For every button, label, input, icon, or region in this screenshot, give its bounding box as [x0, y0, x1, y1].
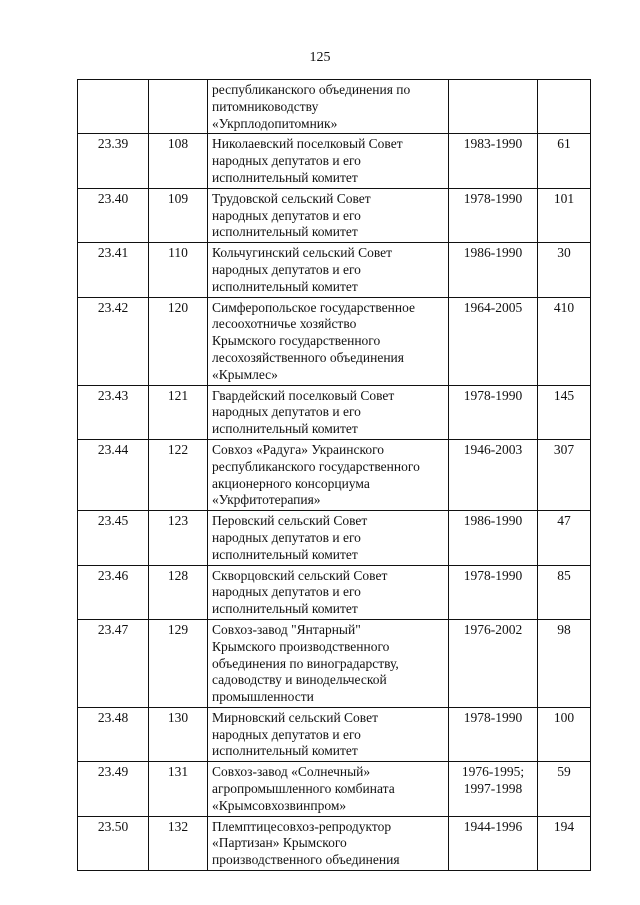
- fund-name-line: «Крымлес»: [212, 366, 278, 382]
- table-row: [78, 297, 591, 385]
- table-row: [78, 243, 591, 297]
- section-number-cell: 23.50: [78, 816, 149, 870]
- date-range-line: 1976-1995;: [461, 764, 525, 780]
- fund-number-cell: 123: [149, 511, 208, 565]
- date-range-line: 1946-2003: [463, 441, 523, 457]
- fund-name-line: садоводству и винодельческой: [212, 672, 387, 688]
- date-range-cell: [449, 511, 538, 565]
- section-number-cell: 23.46: [78, 565, 149, 619]
- section-number-cell: 23.40: [78, 188, 149, 242]
- fund-name-line: Совхоз «Радуга» Украинского: [212, 441, 385, 457]
- fund-number-cell: 130: [149, 707, 208, 761]
- date-range-line: 1978-1990: [463, 567, 523, 583]
- date-range-line: 1978-1990: [463, 190, 523, 206]
- fund-name-line: исполнительный комитет: [212, 169, 358, 185]
- fund-name-line: Племптицесовхоз-репродуктор: [212, 818, 392, 834]
- file-count-cell: 30: [538, 243, 591, 297]
- section-number-cell: 23.39: [78, 134, 149, 188]
- date-range-line: 1997-1998: [463, 781, 523, 797]
- fund-number-cell: 128: [149, 565, 208, 619]
- section-number-cell: [78, 80, 149, 134]
- page-number: 125: [309, 50, 331, 65]
- fund-name-cell: [208, 565, 449, 619]
- fund-name-line: «Укрплодопитомник»: [212, 115, 338, 131]
- fund-name-line: Гвардейский поселковый Совет: [212, 387, 395, 403]
- fund-name-line: Совхоз-завод «Солнечный»: [212, 764, 371, 780]
- date-range-cell: [449, 762, 538, 816]
- fund-name-line: исполнительный комитет: [212, 601, 358, 617]
- file-count-cell: 47: [538, 511, 591, 565]
- fund-name-line: исполнительный комитет: [212, 546, 358, 562]
- file-count-cell: 145: [538, 385, 591, 439]
- fund-name-cell: [208, 385, 449, 439]
- table-row: [78, 439, 591, 510]
- date-range-cell: [449, 188, 538, 242]
- fund-name-line: исполнительный комитет: [212, 278, 358, 294]
- fund-name-cell: [208, 243, 449, 297]
- date-range-cell: [449, 565, 538, 619]
- fund-name-line: Крымского государственного: [212, 333, 381, 349]
- table-row: [78, 134, 591, 188]
- fund-name-cell: [208, 80, 449, 134]
- file-count-cell: [538, 80, 591, 134]
- date-range-cell: [449, 707, 538, 761]
- fund-number-cell: 132: [149, 816, 208, 870]
- fund-name-cell: [208, 762, 449, 816]
- table-row: [78, 816, 591, 870]
- date-range-line: 1978-1990: [463, 387, 523, 403]
- fund-name-line: республиканского объединения по: [212, 82, 411, 97]
- fund-name-cell: [208, 188, 449, 242]
- date-range-cell: [449, 619, 538, 707]
- fund-name-line: Мирновский сельский Совет: [212, 709, 378, 725]
- fund-name-line: «Партизан» Крымского: [212, 835, 347, 851]
- fund-name-line: народных депутатов и его: [212, 404, 361, 420]
- fund-number-cell: 108: [149, 134, 208, 188]
- table-row: [78, 619, 591, 707]
- fund-number-cell: 131: [149, 762, 208, 816]
- table-row: [78, 511, 591, 565]
- date-range-cell: [449, 134, 538, 188]
- fund-name-line: Скворцовский сельский Совет: [212, 567, 388, 583]
- fund-name-line: Совхоз-завод "Янтарный": [212, 621, 361, 637]
- section-number-cell: 23.49: [78, 762, 149, 816]
- fund-name-line: народных депутатов и его: [212, 584, 361, 600]
- fund-name-line: «Укрфитотерапия»: [212, 492, 321, 508]
- fund-number-cell: 122: [149, 439, 208, 510]
- fund-number-cell: 110: [149, 243, 208, 297]
- fund-name-line: народных депутатов и его: [212, 207, 361, 223]
- date-range-line: 1964-2005: [463, 299, 523, 315]
- fund-name-line: народных депутатов и его: [212, 261, 361, 277]
- file-count-cell: 98: [538, 619, 591, 707]
- file-count-cell: 194: [538, 816, 591, 870]
- fund-name-line: исполнительный комитет: [212, 421, 358, 437]
- fund-name-line: агропромышленного комбината: [212, 781, 395, 797]
- date-range-cell: [449, 816, 538, 870]
- file-count-cell: 307: [538, 439, 591, 510]
- table-row: [78, 188, 591, 242]
- date-range-line: 1978-1990: [463, 709, 523, 725]
- fund-number-cell: 121: [149, 385, 208, 439]
- file-count-cell: 61: [538, 134, 591, 188]
- section-number-cell: 23.45: [78, 511, 149, 565]
- fund-name-cell: [208, 619, 449, 707]
- date-range-line: 1976-2002: [463, 621, 523, 637]
- fund-name-line: Николаевский поселковый Совет: [212, 136, 403, 152]
- fund-name-line: Перовский сельский Совет: [212, 513, 368, 529]
- fund-number-cell: 120: [149, 297, 208, 385]
- file-count-cell: 101: [538, 188, 591, 242]
- date-range-cell: [449, 297, 538, 385]
- section-number-cell: 23.47: [78, 619, 149, 707]
- date-range-cell: [449, 385, 538, 439]
- section-number-cell: 23.41: [78, 243, 149, 297]
- fund-name-line: лесохозяйственного объединения: [212, 349, 404, 365]
- fund-name-cell: [208, 511, 449, 565]
- fund-name-line: производственного объединения: [212, 852, 400, 868]
- fund-name-line: объединения по виноградарству,: [212, 655, 399, 671]
- file-count-cell: 410: [538, 297, 591, 385]
- section-number-cell: 23.43: [78, 385, 149, 439]
- fund-name-line: Трудовской сельский Совет: [212, 190, 371, 206]
- table-row: [78, 762, 591, 816]
- date-range-cell: [449, 243, 538, 297]
- archive-fund-table: [77, 79, 591, 871]
- fund-name-cell: [208, 297, 449, 385]
- table-row: [78, 385, 591, 439]
- section-number-cell: 23.42: [78, 297, 149, 385]
- fund-number-cell: 129: [149, 619, 208, 707]
- section-number-cell: 23.44: [78, 439, 149, 510]
- fund-name-cell: [208, 816, 449, 870]
- fund-number-cell: 109: [149, 188, 208, 242]
- table-row: [78, 707, 591, 761]
- table-body: [78, 80, 591, 871]
- fund-name-line: республиканского государственного: [212, 458, 420, 474]
- fund-name-cell: [208, 707, 449, 761]
- fund-name-line: лесоохотничье хозяйство: [212, 316, 357, 332]
- section-number-cell: 23.48: [78, 707, 149, 761]
- fund-name-line: акционерного консорциума: [212, 475, 370, 491]
- date-range-cell: [449, 80, 538, 134]
- fund-name-line: исполнительный комитет: [212, 743, 358, 759]
- fund-name-line: Кольчугинский сельский Совет: [212, 245, 393, 261]
- fund-name-cell: [208, 134, 449, 188]
- fund-name-line: народных депутатов и его: [212, 726, 361, 742]
- file-count-cell: 85: [538, 565, 591, 619]
- fund-name-cell: [208, 439, 449, 510]
- fund-name-line: Крымского производственного: [212, 638, 390, 654]
- date-range-line: 1983-1990: [463, 136, 523, 152]
- date-range-line: 1944-1996: [463, 818, 523, 834]
- fund-name-line: «Крымсовхозвинпром»: [212, 797, 347, 813]
- file-count-cell: 59: [538, 762, 591, 816]
- fund-name-line: исполнительный комитет: [212, 224, 358, 240]
- table-row: [78, 565, 591, 619]
- file-count-cell: 100: [538, 707, 591, 761]
- fund-name-line: народных депутатов и его: [212, 153, 361, 169]
- date-range-cell: [449, 439, 538, 510]
- date-range-line: 1986-1990: [463, 513, 523, 529]
- fund-name-line: питомниководству: [212, 98, 319, 114]
- fund-name-line: Симферопольское государственное: [212, 299, 415, 315]
- fund-number-cell: [149, 80, 208, 134]
- fund-name-line: промышленности: [212, 689, 314, 705]
- date-range-line: 1986-1990: [463, 245, 523, 261]
- fund-name-line: народных депутатов и его: [212, 529, 361, 545]
- table-row: [78, 80, 591, 134]
